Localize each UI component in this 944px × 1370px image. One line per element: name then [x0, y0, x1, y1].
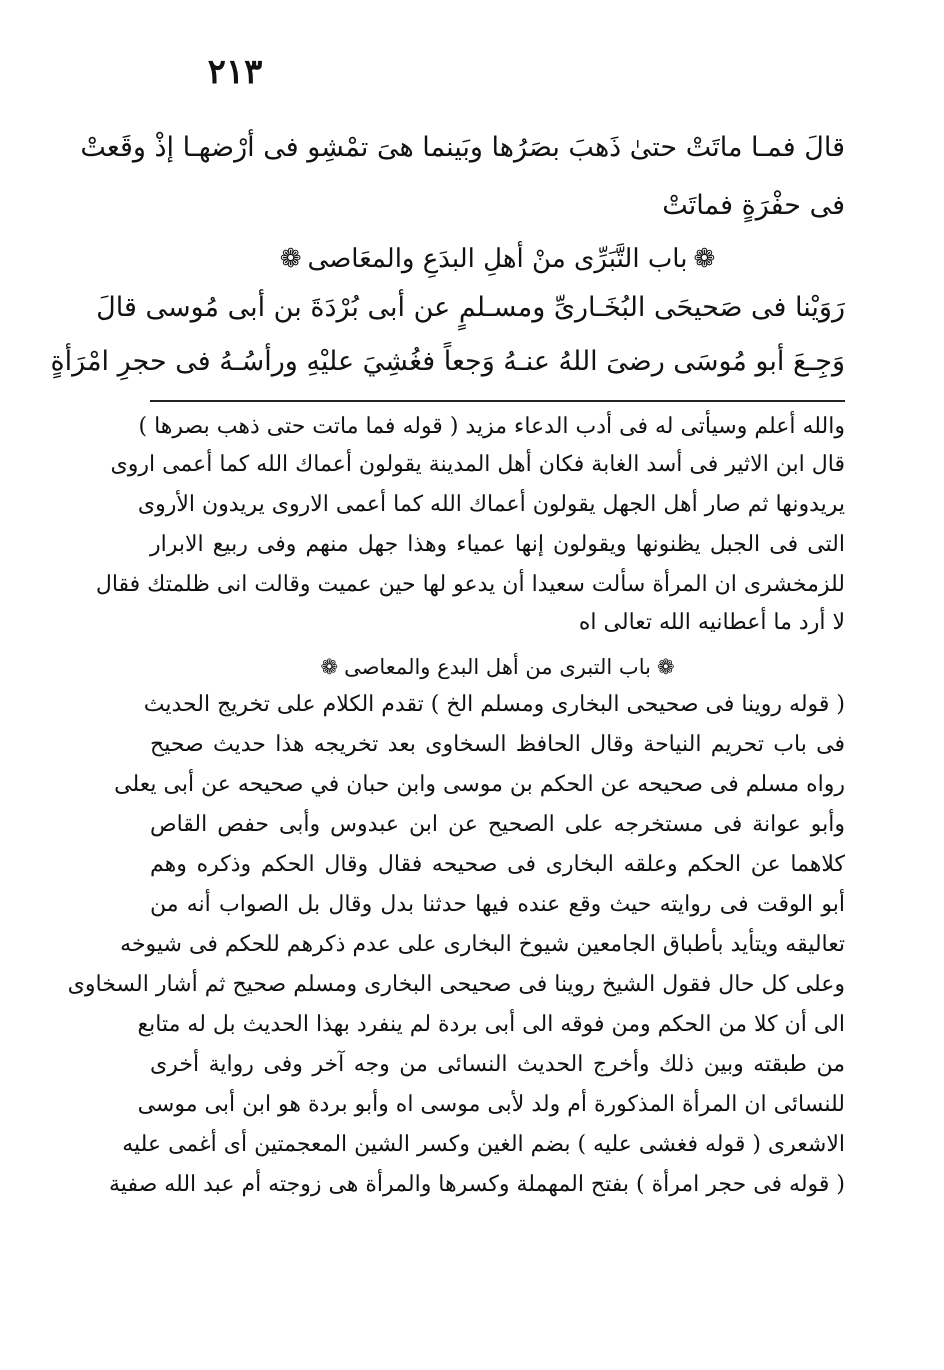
commentary-line: الاشعرى ( قوله فغشى عليه ) بضم الغين وكسر الشين المعجمتين أى أغمى عليه	[122, 1132, 845, 1157]
commentary-line: قال ابن الاثير فى أسد الغابة فكان أهل المدينة يقولون أعماك الله كما أعمى اروى	[110, 452, 845, 477]
ornament-icon: ❁	[320, 655, 339, 679]
commentary-line: للزمخشرى ان المرأة سألت سعيدا أن يدعو لها حين عميت وقالت انى ظلمتك فقال	[95, 572, 845, 597]
commentary-line: الى أن كلا من الحكم ومن فوقه الى أبى بردة لم ينفرد بهذا الحديث بل له متابع	[137, 1012, 845, 1037]
commentary-line: رواه مسلم فى صحيحه عن الحكم بن موسى وابن حبان في صحيحه عن أبى يعلى	[114, 772, 845, 797]
main-line: وَجِـعَ أبو مُوسَى رضىَ اللهُ عنـهُ وَجعاً فغُشِيَ عليْهِ ورأسُـهُ فى حجرِ امْرَأةٍ	[50, 346, 845, 377]
commentary-heading-text: باب التبرى من أهل البدع والمعاصى	[344, 655, 651, 679]
commentary-line: أبو الوقت فى روايته حيث وقع عنده فيها حدثنا بدل وقال بل الصواب أنه من	[150, 892, 845, 917]
chapter-heading-text: باب التَّبَرِّى منْ أهلِ البدَعِ والمعَاصى	[307, 244, 688, 274]
commentary-heading	[150, 648, 845, 686]
commentary-line: ( قوله روينا فى صحيحى البخارى ومسلم الخ ) تقدم الكلام على تخريج الحديث	[143, 692, 845, 717]
chapter-heading	[150, 236, 845, 282]
divider	[150, 400, 845, 402]
commentary-line: لا أرد ما أعطانيه الله تعالى اه	[578, 610, 845, 635]
main-line: رَوَيْنا فى صَحيحَى البُخَـارىِّ ومسـلمٍ عن أبى بُرْدَةَ بن أبى مُوسى قالَ	[96, 292, 845, 323]
commentary-line: يريدونها ثم صار أهل الجهل يقولون أعماك الله كما أعمى الاروى يريدون الأروى	[137, 492, 845, 517]
ornament-icon: ❁	[279, 244, 302, 274]
main-line: قالَ فمـا ماتَتْ حتىٰ ذَهبَ بصَرُها وبَينما هىَ تمْشِو فى أرْضهـا إذْ وقَعتْ	[80, 132, 845, 163]
page-number: ٢١٣	[207, 52, 263, 92]
commentary-line: تعاليقه ويتأيد بأطباق الجامعين شيوخ البخارى على عدم ذكرهم للحكم فى شيوخه	[120, 932, 845, 957]
commentary-line: وعلى كل حال فقول الشيخ روينا فى صحيحى البخارى ومسلم صحيح ثم أشار السخاوى	[67, 972, 845, 997]
ornament-icon: ❁	[693, 244, 716, 274]
commentary-line: وأبو عوانة فى مستخرجه على الصحيح عن ابن عبدوس وأبى حفص القاص	[150, 812, 845, 837]
commentary-line: التى فى الجبل يظنونها ويقولون إنها عمياء وهذا جهل منهم وفى ربيع الابرار	[150, 532, 845, 557]
commentary-line: ( قوله فى حجر امرأة ) بفتح المهملة وكسرها والمرأة هى زوجته أم عبد الله صفية	[109, 1172, 845, 1197]
commentary-line: فى باب تحريم النياحة وقال الحافظ السخاوى بعد تخريجه هذا حديث صحيح	[150, 732, 845, 757]
commentary-line: للنسائى ان المرأة المذكورة أم ولد لأبى موسى اه وأبو بردة هو ابن أبى موسى	[137, 1092, 845, 1117]
main-line: فى حفْرَةٍ فماتَتْ	[662, 190, 845, 221]
ornament-icon: ❁	[656, 655, 675, 679]
commentary-line: من طبقته وبين ذلك وأخرج الحديث النسائى من وجه آخر وفى رواية أخرى	[150, 1052, 845, 1077]
commentary-line: كلاهما عن الحكم وعلقه البخارى فى صحيحه فقال وقال الحكم وذكره وهم	[150, 852, 846, 877]
commentary-line: والله أعلم وسيأتى له فى أدب الدعاء مزيد ( قوله فما ماتت حتى ذهب بصرها )	[138, 414, 845, 439]
